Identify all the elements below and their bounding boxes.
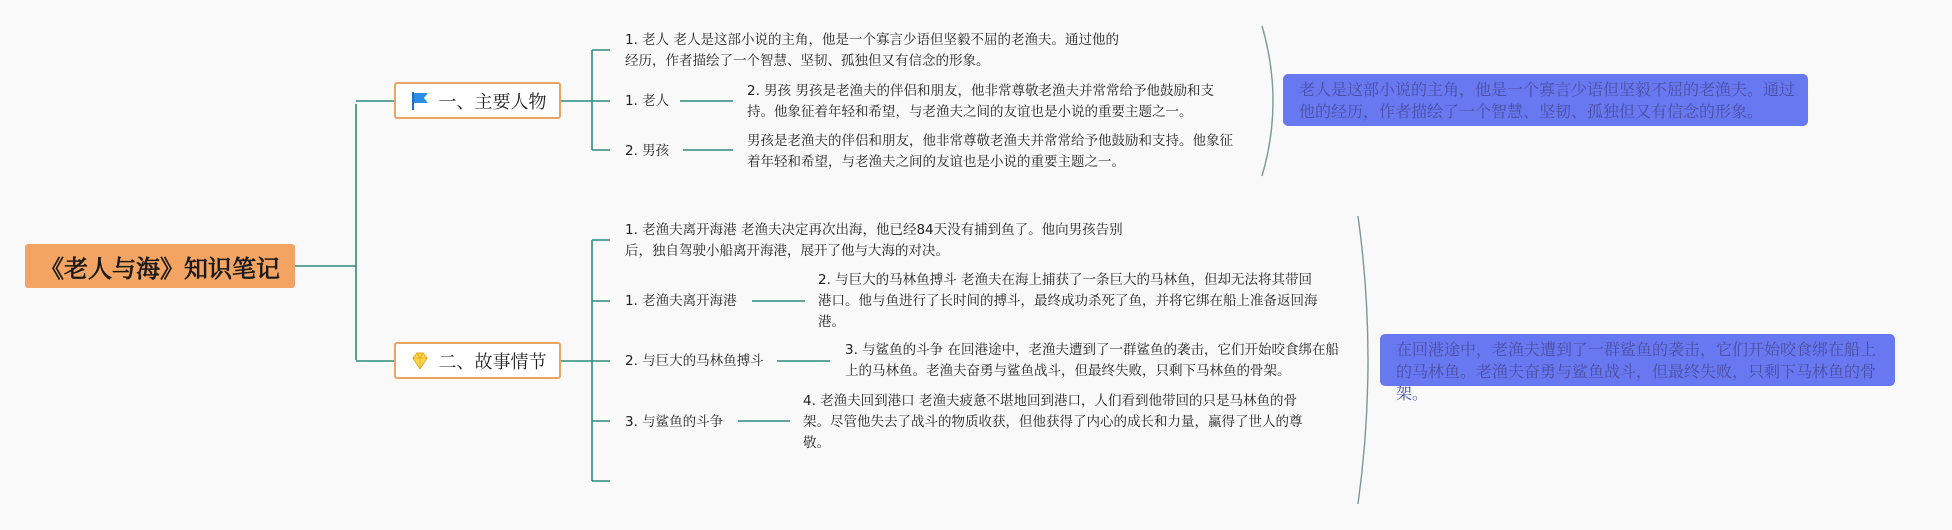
list-item[interactable]: 3. 与鲨鱼的斗争 在回港途中，老渔夫遭到了一群鲨鱼的袭击，它们开始咬食绑在船上的马林鱼。老渔夫奋勇与鲨鱼战斗，但最终失败，只剩下马林鱼的骨架。 (845, 342, 1339, 379)
list-item[interactable]: 2. 男孩 男孩是老渔夫的伴侣和朋友，他非常尊敬老渔夫并常常给予他鼓励和支持。他象征着年轻和希望，与老渔夫之间的友谊也是小说的重要主题之一。 (747, 83, 1214, 120)
branch-main-characters[interactable] (394, 82, 561, 119)
list-item[interactable]: 2. 男孩 (625, 143, 670, 159)
list-item[interactable]: 3. 与鲨鱼的斗争 (625, 414, 724, 430)
blue-flag-icon (409, 90, 431, 112)
root-topic[interactable] (25, 244, 295, 288)
list-item[interactable]: 2. 与巨大的马林鱼搏斗 (625, 353, 764, 369)
summary-note[interactable]: 老人是这部小说的主角，他是一个寡言少语但坚毅不屈的老渔夫。通过他的经历，作者描绘了一个智慧、坚韧、孤独但又有信念的形象。 (1283, 74, 1808, 126)
list-item[interactable]: 1. 老人 老人是这部小说的主角，他是一个寡言少语但坚毅不屈的老渔夫。通过他的经历，作者描绘了一个智慧、坚韧、孤独但又有信念的形象。 (625, 32, 1119, 69)
list-item[interactable]: 男孩是老渔夫的伴侣和朋友，他非常尊敬老渔夫并常常给予他鼓励和支持。他象征着年轻和希望，与老渔夫之间的友谊也是小说的重要主题之一。 (747, 133, 1233, 170)
yellow-diamond-icon (409, 350, 431, 372)
branch-title: 二、故事情节 (438, 351, 547, 373)
list-item[interactable]: 4. 老渔夫回到港口 老渔夫疲惫不堪地回到港口，人们看到他带回的只是马林鱼的骨架。尽管他失去了战斗的物质收获，但他获得了内心的成长和力量，赢得了世人的尊敬。 (803, 393, 1303, 451)
list-item[interactable]: 1. 老渔夫离开海港 老渔夫决定再次出海，他已经84天没有捕到鱼了。他向男孩告别后，独自驾驶小船离开海港，展开了他与大海的对决。 (625, 222, 1123, 259)
root-title: 《老人与海》知识笔记 (40, 254, 280, 283)
list-item[interactable]: 2. 与巨大的马林鱼搏斗 老渔夫在海上捕获了一条巨大的马林鱼，但却无法将其带回港口。他与鱼进行了长时间的搏斗，最终成功杀死了鱼，并将它绑在船上准备返回海港。 (818, 272, 1318, 330)
list-item[interactable]: 1. 老渔夫离开海港 (625, 293, 737, 309)
list-item[interactable]: 1. 老人 (625, 93, 670, 109)
branch-title: 一、主要人物 (438, 91, 547, 113)
branch-plot[interactable] (394, 342, 561, 379)
summary-note[interactable]: 在回港途中，老渔夫遭到了一群鲨鱼的袭击，它们开始咬食绑在船上的马林鱼。老渔夫奋勇与鲨鱼战斗，但最终失败，只剩下马林鱼的骨架。 (1380, 334, 1895, 386)
